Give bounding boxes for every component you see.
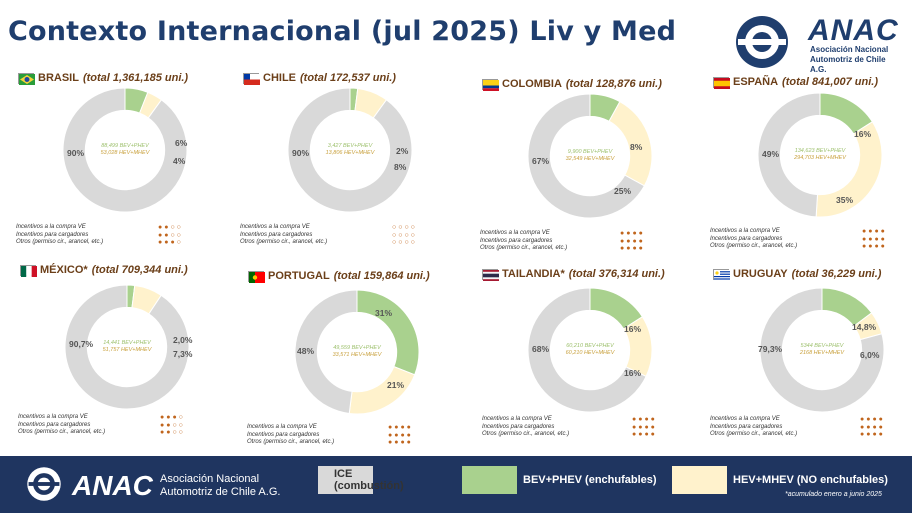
pct-label-ice: 90% [67,148,85,158]
pct-label-hev: 21% [387,380,405,390]
rating-row: ●●○○ [158,224,183,231]
legend-bev [462,466,657,494]
country-total: (total 841,007 uni.) [782,76,879,88]
incentive-rating-dots [160,414,185,437]
pct-label-bev: 6% [175,138,188,148]
center-bev-count: 14,441 BEV+PHEV [103,340,151,346]
center-bev-count: 49,559 BEV+PHEV [333,345,381,351]
rating-row: ●●●● [860,431,885,438]
pct-label-ice: 79,3% [758,344,783,354]
flag-spain-icon [713,77,729,88]
rating-row: ○○○○ [392,224,417,231]
center-bev-count: 88,499 BEV+PHEV [101,143,149,149]
country-total: (total 172,537 uni.) [300,72,396,84]
center-bev-count: 3,427 BEV+PHEV [327,143,373,149]
incentive-label: Incentivos para cargadores [710,423,783,430]
incentive-label: Incentivos para cargadores [247,431,320,438]
footer-subtitle [160,473,280,499]
country-name: URUGUAY [733,268,788,280]
donut-center-text [87,340,167,354]
donut-center-text [310,143,390,157]
country-header-brazil [18,72,188,84]
country-header-thailand [482,268,665,280]
pct-label-hev: 25% [614,186,632,196]
pct-label-hev: 7,3% [173,349,193,359]
country-total: (total 128,876 uni.) [565,78,662,90]
slice-hev [349,367,414,414]
center-hev-count: 2168 HEV+MHEV [799,350,845,356]
center-hev-count: 294,703 HEV+MHEV [794,155,846,161]
pct-label-bev: 16% [854,129,872,139]
legend-bev-label: BEV+PHEV (enchufables) [523,474,657,486]
footer-subtitle-line1: Asociación Nacional [160,473,260,485]
pct-label-ice: 48% [297,346,315,356]
country-header-chile [243,72,396,84]
center-hev-count: 33,571 HEV+MHEV [332,352,382,358]
incentive-list [240,224,327,247]
country-total: (total 376,314 uni.) [568,268,665,280]
incentive-list [16,224,103,247]
rating-row: ●●●○ [158,239,183,246]
incentive-label: Incentivos para cargadores [710,235,783,242]
donut-center-text [782,343,862,357]
incentive-label: Otros (permiso cir., arancel, etc.) [18,429,106,435]
country-name: BRASIL [38,72,79,84]
rating-row: ●●○○ [160,421,185,429]
country-total: (total 709,344 uni.) [91,264,188,276]
footnote: *acumulado enero a junio 2025 [785,491,882,498]
center-hev-count: 53,028 HEV+MHEV [100,150,150,156]
pct-label-bev: 16% [624,324,642,334]
footer-wordmark: ANAC [72,470,153,501]
country-header-colombia [482,78,662,90]
incentive-label: Otros (permiso cir., arancel, etc.) [16,239,104,245]
incentive-label: Otros (permiso cir., arancel, etc.) [710,243,798,249]
country-name: MÉXICO* [40,264,88,276]
rating-row: ●●●● [388,424,413,431]
incentive-label: Incentivos a la compra VE [482,416,552,422]
rating-row: ○○○○ [392,239,417,246]
rating-row: ●●●● [862,228,887,235]
country-name: COLOMBIA [502,78,562,90]
slice-bev [357,290,419,375]
donut-center-text [780,148,860,162]
incentive-label: Otros (permiso cir., arancel, etc.) [710,431,798,437]
rating-row: ●●○○ [160,429,185,436]
logo-subtitle [810,45,902,75]
rating-row: ●●●● [860,423,885,431]
pct-label-bev: 2,0% [173,335,193,345]
pct-label-bev: 2% [396,146,409,156]
flag-thailand-icon [482,269,498,280]
flag-portugal-icon [248,271,264,282]
country-name: CHILE [263,72,296,84]
donut-center-text [550,149,630,163]
incentive-rating-dots [860,416,885,439]
footer-emblem-icon [26,466,62,502]
rating-row: ●●○○ [158,231,183,239]
incentive-label: Otros (permiso cir., arancel, etc.) [480,245,568,251]
incentive-rating-dots [392,224,417,247]
donut-center-text [85,143,165,157]
rating-row: ●●●● [632,416,657,423]
donut-center-text [317,345,397,359]
incentive-label: Otros (permiso cir., arancel, etc.) [240,239,328,245]
pct-label-hev: 8% [394,162,407,172]
logo-wordmark: ANAC [808,14,899,47]
country-header-mexico [20,264,188,276]
incentive-rating-dots [158,224,183,247]
flag-chile-icon [243,73,259,84]
incentive-list [18,414,105,437]
rating-row: ●●●● [632,431,657,438]
incentive-list [482,416,569,439]
pct-label-ice: 49% [762,149,780,159]
country-name: PORTUGAL [268,270,330,282]
pct-label-bev: 8% [630,142,643,152]
page-title: Contexto Internacional (jul 2025) Liv y Med [8,16,677,47]
pct-label-hev: 16% [624,368,642,378]
center-hev-count: 32,549 HEV+MHEV [565,156,615,162]
pct-label-ice: 68% [532,344,550,354]
footer-bar [0,456,912,513]
pct-label-bev: 14,8% [852,322,877,332]
pct-label-hev: 4% [173,156,186,166]
country-name: TAILANDIA* [502,268,565,280]
incentive-label: Otros (permiso cir., arancel, etc.) [482,431,570,437]
incentive-label: Otros (permiso cir., arancel, etc.) [247,439,335,445]
center-bev-count: 60,210 BEV+PHEV [566,343,614,349]
rating-row: ○○○○ [392,231,417,239]
incentive-label: Incentivos a la compra VE [18,414,88,420]
rating-row: ●●●● [620,230,645,237]
rating-row: ●●●● [388,439,413,446]
incentive-label: Incentivos a la compra VE [710,416,780,422]
legend-hev [672,466,888,494]
country-header-uruguay [713,268,881,280]
logo-subtitle-line2: Automotriz de Chile A.G. [810,55,886,74]
center-hev-count: 51,757 HEV+MHEV [102,347,152,353]
footer-subtitle-line2: Automotriz de Chile A.G. [160,486,281,498]
country-total: (total 1,361,185 uni.) [82,72,189,84]
incentive-label: Incentivos para cargadores [18,421,91,428]
incentive-list [247,424,334,447]
incentive-rating-dots [632,416,657,439]
flag-colombia-icon [482,79,498,90]
center-bev-count: 134,623 BEV+PHEV [794,148,846,154]
pct-label-ice: 67% [532,156,550,166]
legend-ice [318,466,404,494]
incentive-list [710,228,797,251]
incentive-label: Incentivos para cargadores [482,423,555,430]
legend-hev-label: HEV+MHEV (NO enchufables) [733,474,888,486]
logo-subtitle-line1: Asociación Nacional [810,45,889,54]
incentive-list [480,230,567,253]
center-bev-count: 9,900 BEV+PHEV [567,149,613,155]
pct-label-bev: 31% [375,308,393,318]
legend-hev-swatch [672,466,727,494]
flag-brazil-icon [18,73,34,84]
incentive-rating-dots [620,230,645,253]
country-name: ESPAÑA [733,76,779,88]
pct-label-ice: 90,7% [69,339,94,349]
incentive-label: Incentivos a la compra VE [16,224,86,230]
legend-ice-label: ICE (combustión) [334,468,404,492]
pct-label-hev: 6,0% [860,350,880,360]
incentive-label: Incentivos a la compra VE [480,230,550,236]
incentive-label: Incentivos para cargadores [240,231,313,238]
anac-logo [732,12,902,74]
flag-mexico-icon [20,265,36,276]
incentive-list [710,416,797,439]
country-total: (total 36,229 uni.) [791,268,882,280]
rating-row: ●●●● [862,243,887,250]
incentive-label: Incentivos para cargadores [16,231,89,238]
rating-row: ●●●● [620,245,645,252]
flag-uruguay-icon [713,269,729,280]
center-hev-count: 13,806 HEV+MHEV [325,150,375,156]
rating-row: ●●●● [860,416,885,423]
center-bev-count: 5344 BEV+PHEV [800,343,844,349]
incentive-label: Incentivos para cargadores [480,237,553,244]
rating-row: ●●●○ [160,414,185,421]
pct-label-hev: 35% [836,195,854,205]
pct-label-ice: 90% [292,148,310,158]
donut-center-text [550,343,630,357]
rating-row: ●●●● [388,431,413,439]
rating-row: ●●●● [862,235,887,243]
incentive-label: Incentivos a la compra VE [247,424,317,430]
country-header-spain [713,76,878,88]
incentive-rating-dots [862,228,887,251]
legend-bev-swatch [462,466,517,494]
incentive-label: Incentivos a la compra VE [240,224,310,230]
incentive-label: Incentivos a la compra VE [710,228,780,234]
rating-row: ●●●● [632,423,657,431]
rating-row: ●●●● [620,237,645,245]
country-header-portugal [248,270,430,282]
center-hev-count: 60,210 HEV+MHEV [565,350,615,356]
country-total: (total 159,864 uni.) [333,270,430,282]
incentive-rating-dots [388,424,413,447]
anac-emblem-icon [734,14,790,70]
